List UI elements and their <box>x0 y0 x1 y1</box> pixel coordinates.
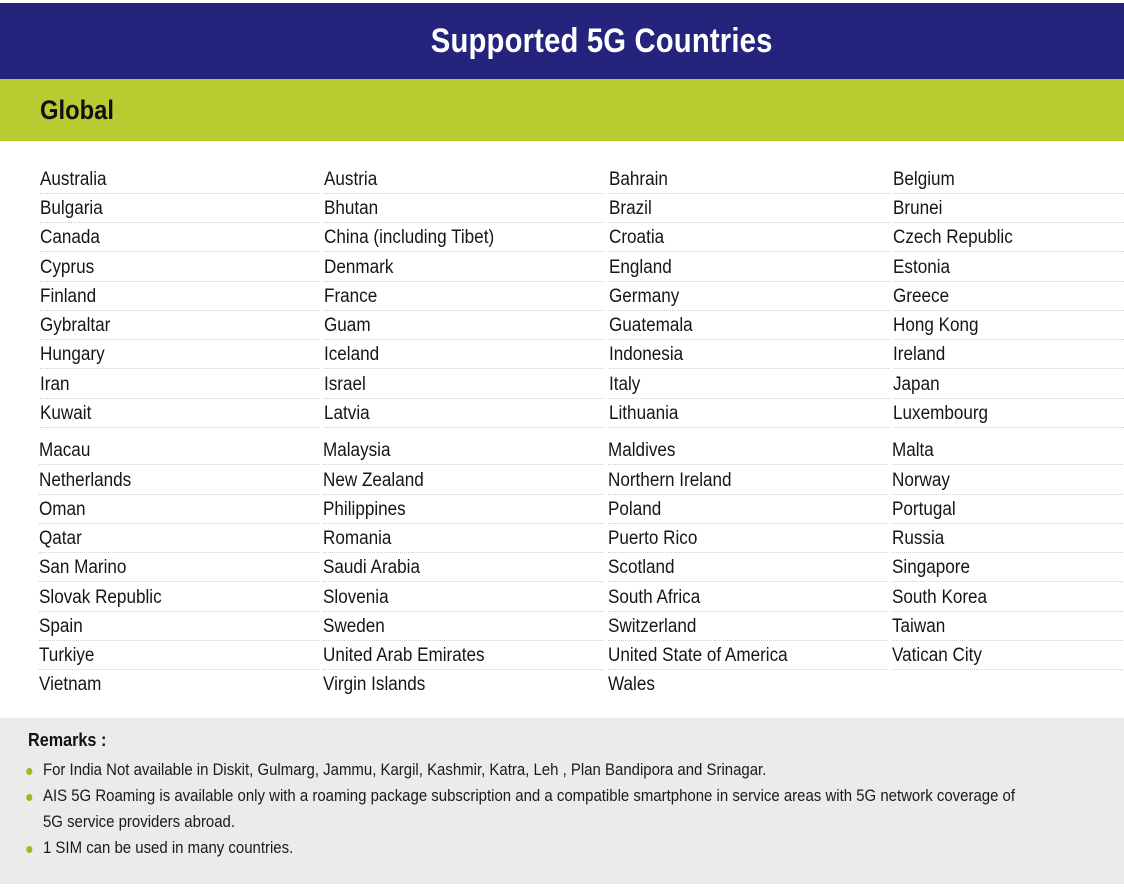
country-cell: Saudi Arabia <box>323 553 603 582</box>
country-cell: France <box>324 282 604 311</box>
country-cell: Cyprus <box>40 253 320 282</box>
country-cell: Estonia <box>893 253 1124 282</box>
country-row <box>0 282 1124 311</box>
country-row <box>0 223 1124 252</box>
country-cell: Puerto Rico <box>608 524 888 553</box>
country-cell: Kuwait <box>40 399 320 428</box>
country-cell: Netherlands <box>39 466 319 495</box>
country-cell: Canada <box>40 223 320 252</box>
country-cell: Israel <box>324 370 604 399</box>
country-cell: Austria <box>324 165 604 194</box>
country-cell: Ireland <box>893 340 1124 369</box>
country-row <box>0 370 1124 399</box>
country-cell: Northern Ireland <box>608 466 888 495</box>
section-banner <box>0 79 1124 141</box>
country-row <box>0 641 1124 670</box>
country-cell: Bulgaria <box>40 194 320 223</box>
country-row <box>0 524 1124 553</box>
country-cell: Turkiye <box>39 641 319 670</box>
country-row <box>0 165 1124 194</box>
country-cell: Malaysia <box>323 436 603 465</box>
country-row <box>0 583 1124 612</box>
country-cell: Italy <box>609 370 889 399</box>
remarks-title: Remarks : <box>28 730 107 750</box>
country-cell: England <box>609 253 889 282</box>
country-cell: Vatican City <box>892 641 1123 670</box>
country-cell: Guatemala <box>609 311 889 340</box>
country-cell: Guam <box>324 311 604 340</box>
country-cell: Poland <box>608 495 888 524</box>
country-cell: Qatar <box>39 524 319 553</box>
country-cell: New Zealand <box>323 466 603 495</box>
country-cell: South Korea <box>892 583 1123 612</box>
country-cell: Germany <box>609 282 889 311</box>
remarks-list <box>28 757 1124 861</box>
country-cell: Croatia <box>609 223 889 252</box>
page-title: Supported 5G Countries <box>431 21 773 60</box>
country-cell: Malta <box>892 436 1123 465</box>
country-cell: Romania <box>323 524 603 553</box>
country-cell: Switzerland <box>608 612 888 641</box>
country-row <box>0 311 1124 340</box>
country-cell: Macau <box>39 436 319 465</box>
country-row <box>0 436 1124 465</box>
country-cell: Finland <box>40 282 320 311</box>
bullet-icon <box>26 794 32 801</box>
country-cell: Japan <box>893 370 1124 399</box>
remarks-panel <box>0 718 1124 884</box>
remark-item-continuation: 5G service providers abroad. <box>42 812 236 831</box>
country-cell: Brazil <box>609 194 889 223</box>
country-row <box>0 340 1124 369</box>
country-cell: Brunei <box>893 194 1124 223</box>
section-title: Global <box>40 94 114 125</box>
country-cell: Scotland <box>608 553 888 582</box>
country-cell: Slovak Republic <box>39 583 319 612</box>
country-cell: Belgium <box>893 165 1124 194</box>
country-cell: Russia <box>892 524 1123 553</box>
country-cell: United State of America <box>608 641 888 670</box>
remark-item: AIS 5G Roaming is available only with a roaming package subscription and a compatible smartphone in service areas with 5G network coverage of <box>28 783 1106 809</box>
country-cell: San Marino <box>39 553 319 582</box>
header-banner <box>0 3 1124 79</box>
country-cell: Virgin Islands <box>323 674 426 695</box>
country-cell: Slovenia <box>323 583 603 612</box>
country-cell: China (including Tibet) <box>324 223 604 252</box>
country-row <box>0 253 1124 282</box>
remark-item: 1 SIM can be used in many countries. <box>28 835 1106 861</box>
country-cell: Taiwan <box>892 612 1123 641</box>
country-cell: South Africa <box>608 583 888 612</box>
country-cell: Latvia <box>324 399 604 428</box>
remark-item: For India Not available in Diskit, Gulmarg, Jammu, Kargil, Kashmir, Katra, Leh , Plan Bandipora and Srinagar. <box>28 757 1106 783</box>
country-cell: Vietnam <box>39 674 102 695</box>
country-cell: Philippines <box>323 495 603 524</box>
country-cell: Singapore <box>892 553 1123 582</box>
country-cell: Czech Republic <box>893 223 1124 252</box>
country-cell: Greece <box>893 282 1124 311</box>
country-cell: Spain <box>39 612 319 641</box>
country-cell: Luxembourg <box>893 399 1124 428</box>
country-cell: Oman <box>39 495 319 524</box>
country-cell: Norway <box>892 466 1123 495</box>
country-cell: Hungary <box>40 340 320 369</box>
bullet-icon <box>26 846 32 853</box>
country-cell: Lithuania <box>609 399 889 428</box>
country-row <box>0 553 1124 582</box>
country-cell: Denmark <box>324 253 604 282</box>
country-cell: Wales <box>608 674 655 695</box>
country-cell: Bahrain <box>609 165 889 194</box>
country-row <box>0 466 1124 495</box>
country-cell: Iceland <box>324 340 604 369</box>
country-cell: Hong Kong <box>893 311 1124 340</box>
country-row <box>0 194 1124 223</box>
country-cell: Bhutan <box>324 194 604 223</box>
country-row <box>0 612 1124 641</box>
country-cell: United Arab Emirates <box>323 641 603 670</box>
country-cell: Gybraltar <box>40 311 320 340</box>
country-cell: Portugal <box>892 495 1123 524</box>
country-row <box>0 670 1124 699</box>
country-row <box>0 495 1124 524</box>
country-cell: Maldives <box>608 436 888 465</box>
country-cell: Iran <box>40 370 320 399</box>
bullet-icon <box>26 768 32 775</box>
country-cell: Sweden <box>323 612 603 641</box>
country-cell: Australia <box>40 165 320 194</box>
country-row <box>0 399 1124 428</box>
country-cell: Indonesia <box>609 340 889 369</box>
